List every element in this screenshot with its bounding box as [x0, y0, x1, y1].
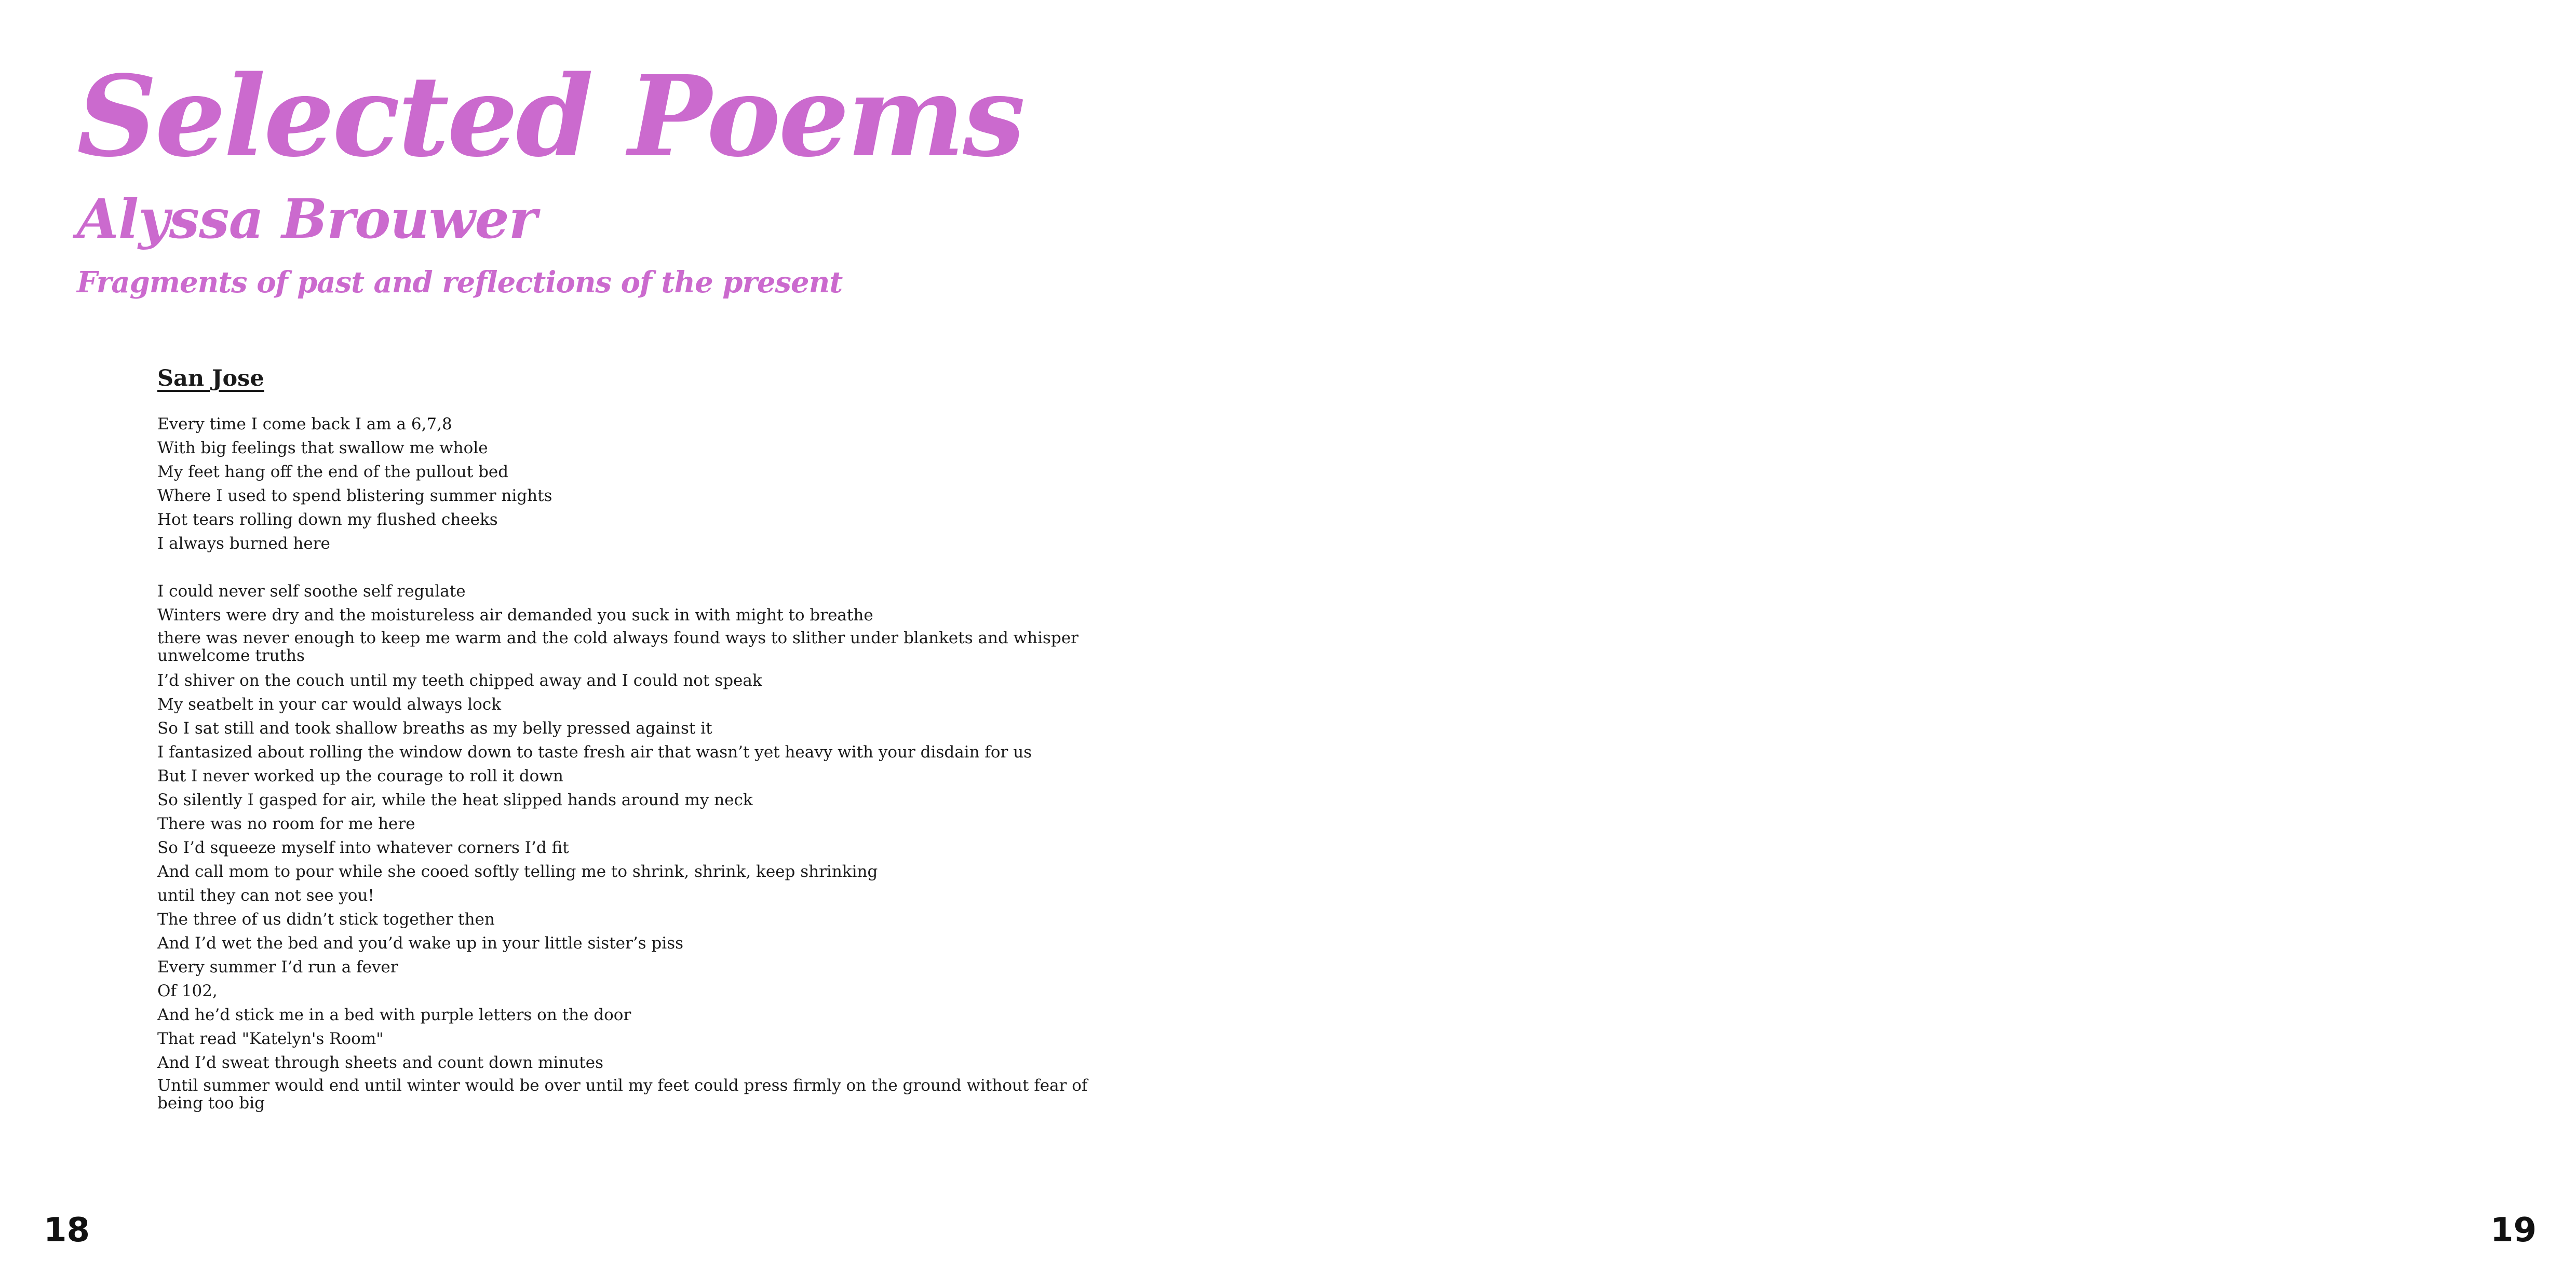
poem-line: And he’d stick me in a bed with purple letters on the door [157, 1006, 631, 1024]
stanza-break [157, 555, 1134, 579]
poem-line: So I’d squeeze myself into whatever corners I’d fit [157, 838, 569, 857]
poem-line: Every time I come back I am a 6,7,8 [157, 415, 452, 433]
poem-line: until they can not see you! [157, 886, 374, 905]
page-number-right: 19 [2490, 1211, 2537, 1250]
poem-line: Until summer would end until winter would be over until my feet could press firmly on the ground without fear of being too big [157, 1076, 1093, 1113]
poem-line: And I’d sweat through sheets and count down minutes [157, 1053, 603, 1072]
poem-line: But I never worked up the courage to roll it down [157, 767, 563, 785]
book-title: Selected Poems [77, 51, 1023, 182]
poem-line: There was no room for me here [157, 815, 415, 833]
poem-line: Of 102, [157, 982, 218, 1000]
poem-line: My feet hang off the end of the pullout bed [157, 463, 509, 481]
poem-line: Winters were dry and the moistureless air demanded you suck in with might to breathe [157, 606, 873, 625]
book-author: Alyssa Brouwer [77, 187, 537, 251]
poem-title-san-jose: San Jose [157, 365, 264, 391]
right-page [1288, 0, 2576, 1288]
poem-line: Hot tears rolling down my flushed cheeks [157, 510, 498, 529]
poem-line: That read "Katelyn's Room" [157, 1029, 384, 1048]
poem-line: And I’d wet the bed and you’d wake up in your little sister’s piss [157, 934, 684, 953]
poem-line: So I sat still and took shallow breaths as my belly pressed against it [157, 719, 712, 738]
poem-line: I could never self soothe self regulate [157, 582, 466, 601]
poem-line: Every summer I’d run a fever [157, 958, 398, 977]
page-number-left: 18 [44, 1211, 90, 1250]
book-subtitle: Fragments of past and reflections of the present [77, 265, 843, 300]
poem-line: My seatbelt in your car would always lock [157, 695, 501, 714]
poem-line: With big feelings that swallow me whole [157, 439, 488, 457]
poem-line: The three of us didn’t stick together then [157, 910, 495, 929]
poem-line: And call mom to pour while she cooed softly telling me to shrink, shrink, keep shrinking [157, 862, 878, 881]
poem-line: I fantasized about rolling the window down to taste fresh air that wasn’t yet heavy with your disdain for us [157, 743, 1032, 762]
poem-line: I’d shiver on the couch until my teeth chipped away and I could not speak [157, 671, 762, 690]
poem-line: So silently I gasped for air, while the heat slipped hands around my neck [157, 791, 753, 809]
poem-line: I always burned here [157, 534, 330, 553]
poem-body-san-jose [157, 412, 1134, 1116]
poem-line: Where I used to spend blistering summer nights [157, 486, 552, 505]
poem-line: there was never enough to keep me warm and the cold always found ways to slither under blankets and whisper unwelcome truths [157, 629, 1084, 665]
